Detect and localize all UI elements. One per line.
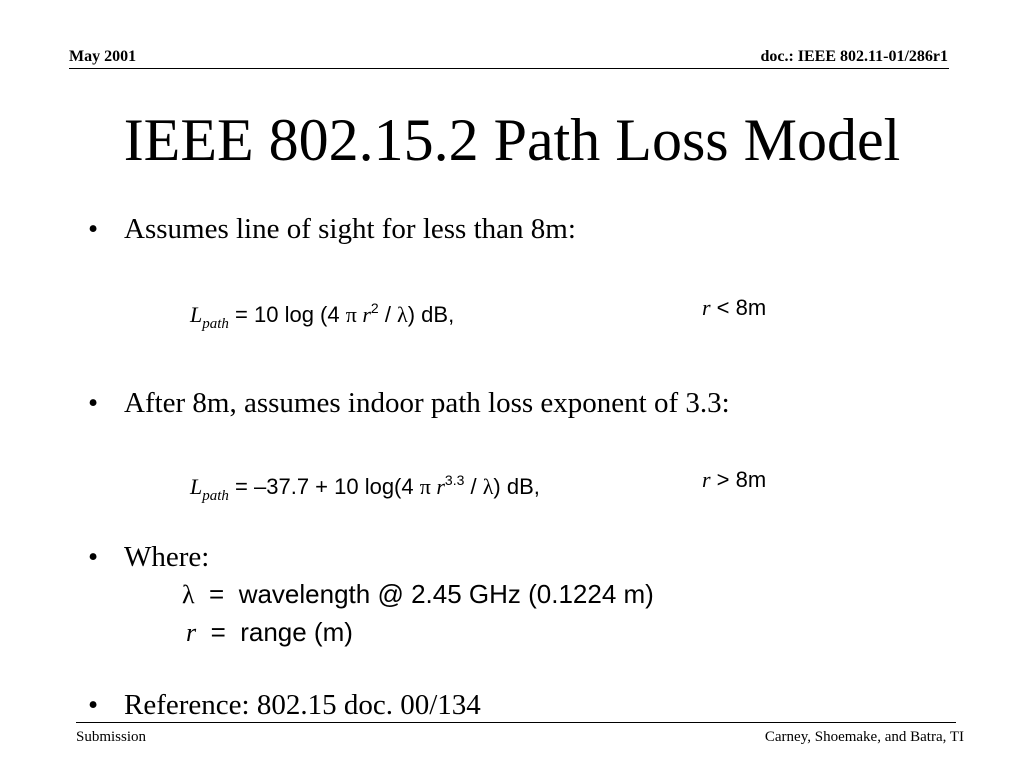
def-text: = wavelength @ 2.45 GHz (0.1224 m) [194, 579, 654, 609]
equation-indoor [190, 466, 540, 510]
header-divider [69, 68, 949, 69]
definition-range [186, 616, 353, 649]
eq-exponent: 2 [370, 300, 379, 316]
eq-subscript: path [202, 316, 229, 332]
eq-symbol-L: L [190, 474, 203, 499]
def-symbol-lambda: λ [182, 580, 195, 609]
eq-r: r [356, 302, 371, 327]
footer-authors: Carney, Shoemake, and Batra, TI [764, 729, 964, 745]
bullet-text: Reference: 802.15 doc. 00/134 [124, 689, 481, 721]
eq-pi: π [419, 474, 431, 499]
bullet-indoor-exponent [88, 386, 730, 420]
cond-r: r [702, 295, 711, 320]
header-doc-id: doc.: IEEE 802.11-01/286r1 [760, 48, 948, 65]
header-date: May 2001 [69, 48, 137, 65]
eq-symbol-L: L [190, 302, 203, 327]
bullet-line-of-sight [88, 212, 576, 246]
eq-r: r [430, 474, 445, 499]
eq-lambda: λ [482, 474, 494, 499]
equation-los-condition [702, 294, 766, 322]
eq-part: = –37.7 + 10 log(4 [228, 474, 420, 499]
cond-text: < 8m [710, 295, 767, 320]
equation-indoor-condition [702, 466, 766, 494]
footer-submission: Submission [76, 729, 147, 745]
bullet-glyph: • [88, 387, 99, 419]
equation-los [190, 294, 454, 338]
bullet-reference [88, 688, 481, 722]
bullet-glyph: • [88, 541, 99, 573]
definition-lambda [182, 578, 654, 611]
bullet-glyph: • [88, 213, 99, 245]
def-text: = range (m) [196, 617, 353, 647]
def-symbol-r: r [186, 618, 197, 647]
eq-subscript: path [202, 488, 229, 504]
bullet-text: Assumes line of sight for less than 8m: [124, 213, 576, 245]
eq-lambda: λ [397, 302, 408, 327]
bullet-glyph: • [88, 689, 99, 721]
bullet-text: Where: [124, 541, 210, 573]
eq-part: / [464, 474, 483, 499]
slide-title: IEEE 802.15.2 Path Loss Model [123, 107, 901, 173]
eq-exponent: 3.3 [444, 472, 465, 488]
eq-part: ) dB, [407, 302, 455, 327]
bullet-where [88, 540, 209, 574]
eq-part: = 10 log (4 [228, 302, 346, 327]
eq-part: / [378, 302, 398, 327]
eq-part: ) dB, [493, 474, 540, 499]
bullet-text: After 8m, assumes indoor path loss exponent of 3.3: [124, 387, 730, 419]
eq-pi: π [345, 302, 357, 327]
cond-r: r [702, 467, 711, 492]
cond-text: > 8m [710, 467, 767, 492]
footer-divider [76, 722, 956, 723]
